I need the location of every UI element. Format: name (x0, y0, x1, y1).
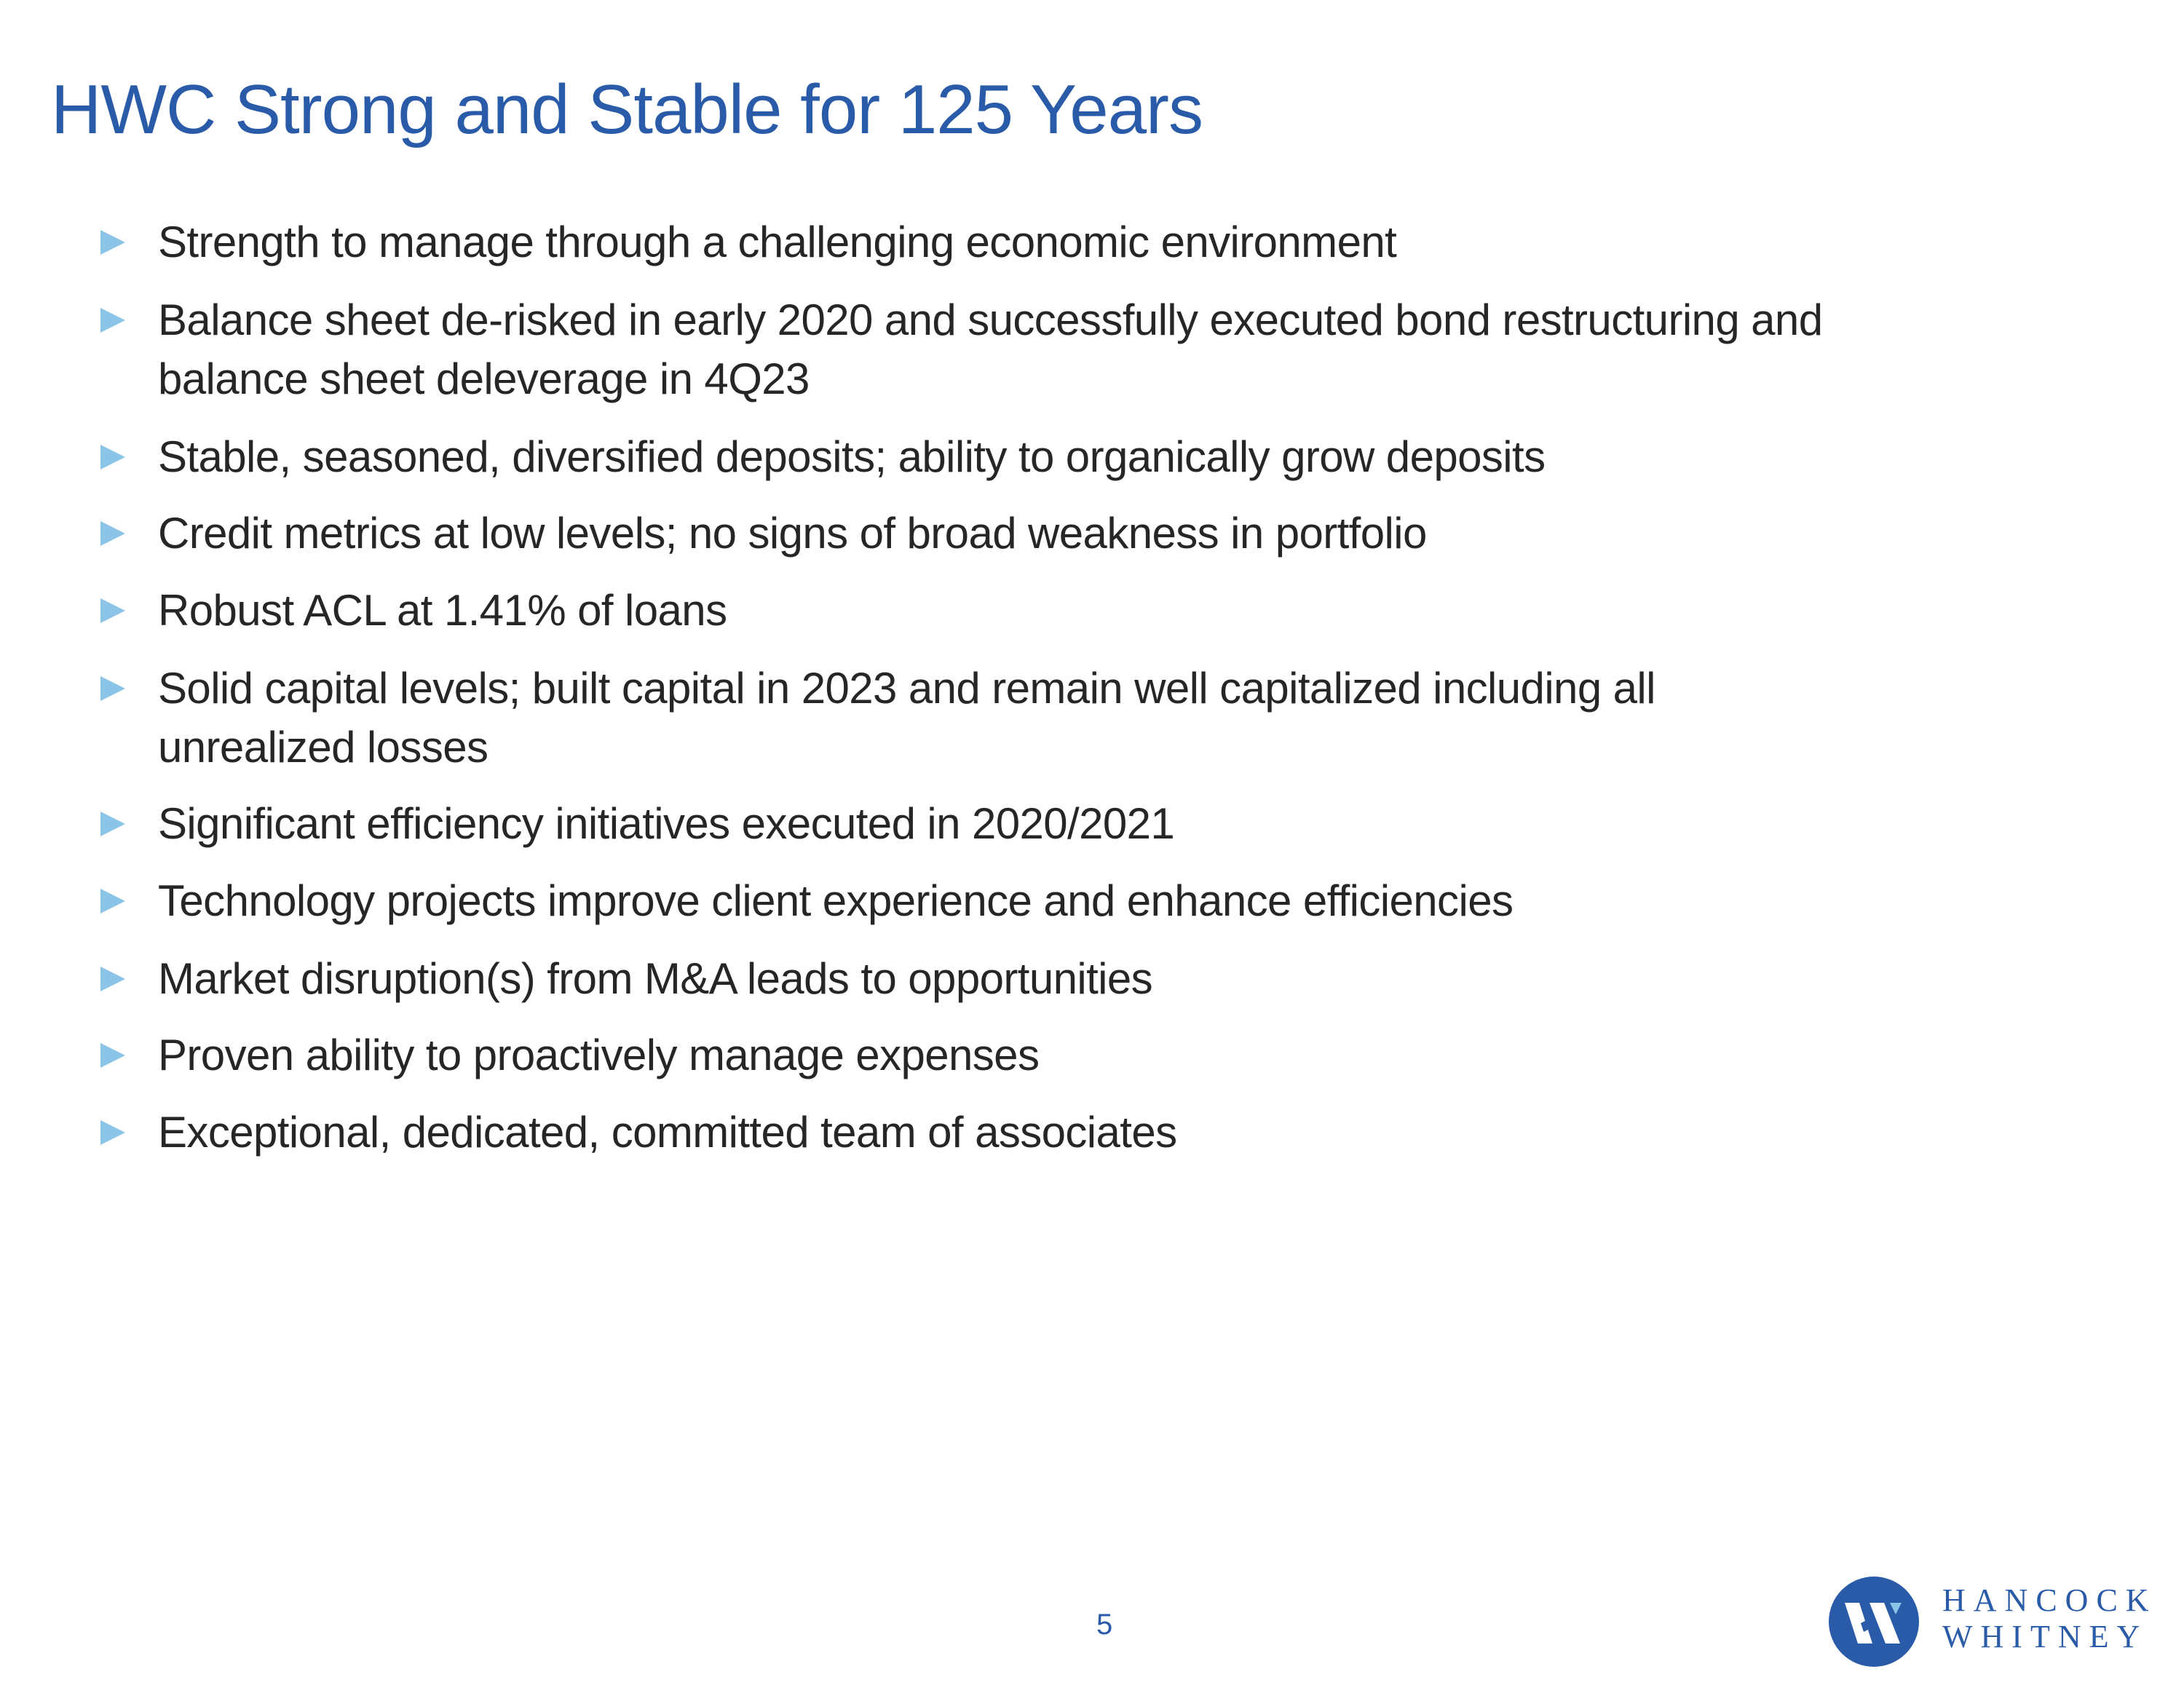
bullet-triangle-icon (100, 812, 125, 836)
bullet-text (158, 659, 2051, 777)
bullet-text (158, 1103, 2051, 1162)
bullet-line: Balance sheet de-risked in early 2020 and successfully executed bond restructuring and (158, 296, 1823, 344)
bullet-triangle-icon (100, 308, 125, 333)
bullet-line: Solid capital levels; built capital in 2023 and remain well capitalized including all (158, 664, 1655, 713)
bullet-text (158, 581, 2051, 640)
bullet-line: unrealized losses (158, 723, 488, 772)
bullet-line: Technology projects improve client experience and enhance efficiencies (158, 876, 1514, 925)
bullet-line: Exceptional, dedicated, committed team of associates (158, 1108, 1177, 1157)
bullet-triangle-icon (100, 445, 125, 469)
bullet-line: Stable, seasoned, diversified deposits; ability to organically grow deposits (158, 432, 1546, 481)
bullet-text (158, 871, 2051, 930)
bullet-triangle-icon (100, 889, 125, 913)
bullet-line: Market disruption(s) from M&A leads to opportunities (158, 954, 1153, 1003)
bullet-triangle-icon (100, 967, 125, 991)
logo-wordmark-line2: WHITNEY (1942, 1619, 2148, 1654)
bullet-triangle-icon (100, 230, 125, 255)
bullet-text (158, 1026, 2051, 1085)
bullet-triangle-icon (100, 598, 125, 623)
hw-glyph-icon (1829, 1577, 1919, 1667)
bullet-line: Significant efficiency initiatives executed in 2020/2021 (158, 799, 1175, 848)
bullet-text (158, 504, 2051, 563)
bullet-line: Proven ability to proactively manage expenses (158, 1031, 1040, 1079)
logo-wordmark-line1: HANCOCK (1942, 1582, 2157, 1618)
page-number: 5 (1096, 1609, 1113, 1641)
bullet-text (158, 213, 2051, 271)
bullet-line: Strength to manage through a challenging economic environment (158, 218, 1397, 266)
bullet-line: balance sheet deleverage in 4Q23 (158, 354, 810, 403)
bullet-text (158, 949, 2051, 1008)
bullet-triangle-icon (100, 1043, 125, 1068)
slide-title: HWC Strong and Stable for 125 Years (51, 71, 1203, 148)
bullet-triangle-icon (100, 676, 125, 701)
bullet-text (158, 794, 2051, 853)
bullet-triangle-icon (100, 521, 125, 546)
bullet-line: Robust ACL at 1.41% of loans (158, 586, 727, 635)
bullet-line: Credit metrics at low levels; no signs of broad weakness in portfolio (158, 509, 1427, 558)
bullet-text (158, 290, 2051, 408)
bullet-text (158, 427, 2051, 486)
hancock-whitney-logo (1829, 1577, 2164, 1675)
bullet-triangle-icon (100, 1120, 125, 1145)
hw-mark-icon (1829, 1577, 1919, 1667)
